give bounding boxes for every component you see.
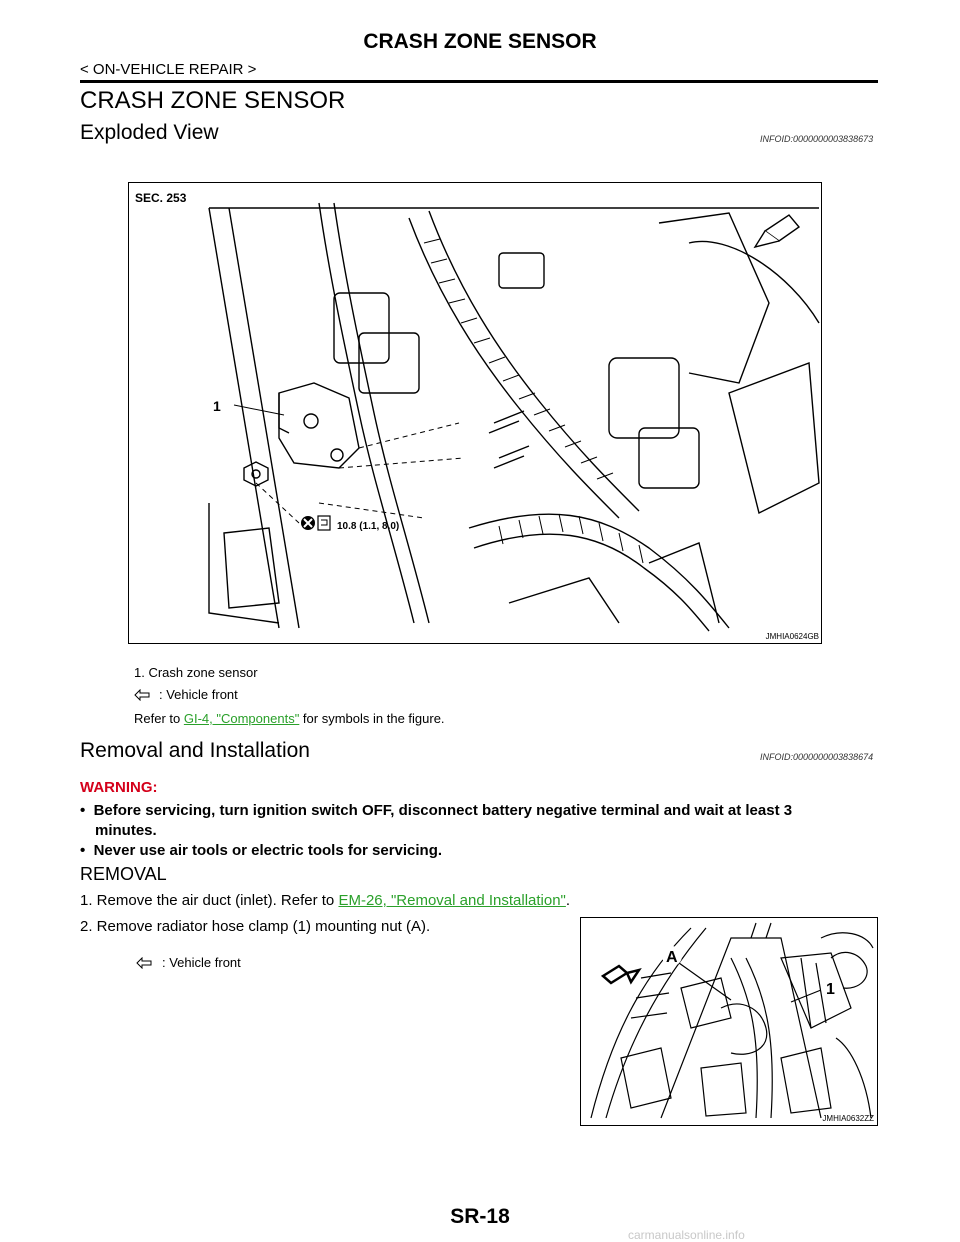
exploded-view-drawing [129, 183, 821, 643]
air-duct-link[interactable]: EM-26, "Removal and Installation" [338, 892, 566, 909]
header-rule [80, 80, 878, 83]
removal-installation-heading: Removal and Installation [80, 739, 310, 762]
warning-text-2: Never use air tools or electric tools for servicing. [93, 842, 443, 859]
figure-id: JMHIA0632ZZ [822, 1114, 874, 1123]
legend-item-crash-zone-sensor: 1. Crash zone sensor [134, 665, 258, 680]
removal-heading: REMOVAL [80, 864, 167, 884]
warning-item-continued: minutes. [95, 822, 157, 839]
warning-text-1: Before servicing, turn ignition switch OFF, disconnect battery negative terminal and wait at least 3 [93, 802, 793, 819]
exploded-view-figure [128, 182, 822, 644]
watermark: carmanualsonline.info [628, 1228, 745, 1242]
step2-vehicle-front: : Vehicle front [162, 955, 241, 970]
callout-1: 1 [826, 981, 835, 998]
refer-prefix: Refer to [134, 711, 184, 726]
legend-vehicle-front: : Vehicle front [159, 687, 238, 702]
refer-suffix: for symbols in the figure. [299, 711, 445, 726]
torque-spec: 10.8 (1.1, 8.0) [337, 521, 400, 532]
warning-item: • Never use air tools or electric tools for servicing. [80, 842, 443, 859]
page-number: SR-18 [450, 1205, 510, 1228]
step1-text: 1. Remove the air duct (inlet). Refer to [80, 892, 339, 909]
sec-label: SEC. 253 [135, 191, 187, 205]
vehicle-front-arrow-icon [134, 688, 150, 700]
radiator-hose-clamp-drawing [581, 918, 877, 1125]
warning-label: WARNING: [80, 779, 158, 796]
figure-id: JMHIA0624GB [765, 632, 819, 641]
legend-refer [134, 711, 445, 726]
callout-a: A [666, 949, 678, 966]
components-link[interactable]: GI-4, "Components" [183, 711, 300, 726]
step1-suffix: . [565, 892, 571, 909]
vehicle-front-arrow-icon [136, 956, 152, 968]
section-path: < ON-VEHICLE REPAIR > [80, 61, 257, 78]
warning-item: • Before servicing, turn ignition switch OFF, disconnect battery negative terminal and wait at least 3 [80, 802, 793, 819]
removal-step-2: 2. Remove radiator hose clamp (1) mounting nut (A). [80, 918, 431, 935]
removal-installation-info-id: INFOID:0000000003838674 [760, 752, 874, 762]
removal-step-1 [80, 892, 570, 909]
section-title: CRASH ZONE SENSOR [80, 87, 346, 114]
exploded-view-heading: Exploded View [80, 121, 219, 144]
callout-1: 1 [213, 398, 221, 414]
exploded-view-info-id: INFOID:0000000003838673 [760, 134, 874, 144]
page-header-title: CRASH ZONE SENSOR [363, 30, 597, 53]
radiator-hose-clamp-figure [580, 917, 878, 1126]
